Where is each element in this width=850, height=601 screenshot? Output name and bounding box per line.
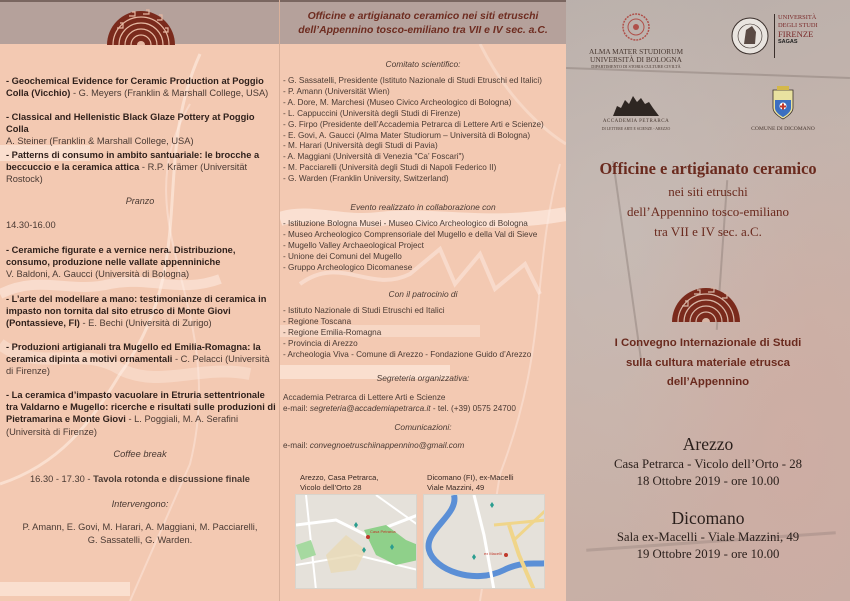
map-arezzo[interactable]	[295, 494, 417, 589]
patron: - Archeologia Viva - Comune di Arezzo - Fondazione Guido d’Arezzo	[283, 349, 532, 359]
cover-subtitle: dell’Appennino tosco-emiliano	[626, 204, 790, 219]
logo-unifi	[730, 14, 850, 62]
decor-band	[0, 582, 130, 596]
email-prefix: e-mail:	[283, 404, 310, 413]
talk-item	[6, 111, 278, 148]
header-title	[280, 10, 566, 38]
secretariat-org: Accademia Petrarca di Lettere Arti e Scienze	[283, 393, 446, 402]
talk-item	[6, 149, 278, 186]
speakers-label: Intervengono:	[111, 499, 169, 509]
venue-address: Sala ex-Macelli - Viale Mazzini, 49	[616, 530, 800, 544]
header-title-line: dell’Appennino tosco-emiliano tra VII e IV sec. a.C.	[298, 25, 548, 36]
unibo-line: UNIVERSITÀ DI BOLOGNA	[590, 55, 682, 64]
unibo-seal-icon	[621, 12, 651, 42]
lunch-label: Pranzo	[125, 196, 155, 206]
patron: - Provincia di Arezzo	[283, 338, 358, 348]
conference-line: I Convegno Internazionale di Studi	[614, 337, 802, 349]
petrarca-city-icon	[611, 92, 661, 118]
talk-item	[6, 244, 278, 281]
collaboration-list	[283, 219, 565, 274]
talk-title: - La ceramica d’impasto vacuolare in Etruria settentrionale tra Valdarno e Mugello: ricerche e risultati sulle produzioni di Pietramarina e Monte Giovi	[6, 390, 276, 425]
collaboration-heading: Evento realizzato in collaborazione con	[350, 202, 496, 212]
venue-address: Casa Petrarca - Vicolo dell’Orto - 28	[613, 457, 803, 471]
communications-heading: Comunicazioni:	[394, 422, 452, 432]
talk-authors: - R.P. Krämer (Universität Rostock)	[6, 162, 248, 185]
patron: - Istituto Nazionale di Studi Etruschi ed Italici	[283, 306, 445, 315]
meander-logo-icon	[105, 4, 177, 45]
map-label-line: Dicomano (FI), ex-Macelli	[427, 473, 514, 482]
unibo-line: DIPARTIMENTO DI STORIA CULTURE CIVILTÀ	[591, 64, 681, 69]
talk-authors: - C. Pelacci (Università di Firenze)	[6, 354, 270, 377]
sagas-label: SAGAS	[778, 39, 798, 45]
logo-unibo	[566, 12, 706, 70]
communications-info	[283, 440, 565, 451]
communications-email-link[interactable]: convegnoetruschiinappennino@gmail.com	[309, 441, 465, 450]
map-dicomano[interactable]	[423, 494, 545, 589]
patronage-list	[283, 306, 565, 361]
secretariat-heading: Segreteria organizzativa:	[376, 373, 470, 383]
committee-list	[283, 76, 565, 185]
secretariat-email-link[interactable]: segreteria@accademiapetrarca.it	[309, 404, 431, 413]
map-label-dicomano	[427, 473, 514, 493]
committee-member: - M. Pacciarelli (Università degli Studi di Napoli Federico II)	[283, 163, 497, 173]
secretariat-info	[283, 392, 565, 414]
talk-title: - Ceramiche figurate e a vernice nera. Distribuzione, consumo, produzione nelle vallate appenniniche	[6, 245, 236, 268]
unifi-line: FIRENZE	[778, 29, 814, 39]
committee-panel	[280, 0, 566, 601]
talk-authors: - G. Meyers (Franklin & Marshall College, USA)	[70, 88, 269, 99]
map-label-line: Vicolo dell’Orto 28	[300, 483, 362, 492]
conference-line: dell’Appennino	[666, 376, 750, 388]
talk-item	[6, 389, 278, 438]
divider	[774, 14, 775, 58]
unifi-text	[778, 14, 818, 47]
logo-accademia-petrarca	[566, 92, 706, 131]
talk-authors: A. Steiner (Franklin & Marshall College, USA)	[6, 136, 194, 147]
committee-member: - A. Dore, M. Marchesi (Museo Civico Archeologico di Bologna)	[283, 97, 512, 107]
talk-title: - Produzioni artigianali tra Mugello ed Emilia-Romagna: la ceramica dipinta a motivi ornamentali	[6, 342, 261, 365]
collaborator: - Gruppo Archeologico Dicomanese	[283, 262, 413, 272]
committee-member: - A. Maggiani (Università di Venezia "Ca’ Foscari")	[283, 152, 465, 162]
patron: - Regione Toscana	[283, 316, 352, 326]
dicomano-label: COMUNE DI DICOMANO	[751, 126, 815, 132]
speakers-list: P. Amann, E. Govi, M. Harari, A. Maggiani, M. Pacciarelli,	[22, 522, 258, 532]
cover-subtitle: nei siti etruschi	[668, 184, 748, 199]
unifi-seal-icon	[730, 16, 770, 56]
logo-comune-dicomano	[716, 86, 850, 132]
map-label-arezzo	[300, 473, 379, 493]
venue-city: Arezzo	[682, 434, 734, 454]
roundtable-title: Tavola rotonda e discussione finale	[93, 474, 250, 484]
cover-title: Officine e artigianato ceramico	[599, 159, 817, 178]
committee-member: - L. Cappuccini (Università degli Studi di Firenze)	[283, 108, 461, 118]
collaborator: - Mugello Valley Archaeological Project	[283, 240, 424, 250]
roundtable	[0, 473, 280, 486]
committee-member: - P. Amann (Universität Wien)	[283, 86, 390, 96]
talk-title: - Geochemical Evidence for Ceramic Production at Poggio Colla (Vicchio)	[6, 76, 264, 99]
collaborator: - Unione dei Comuni del Mugello	[283, 251, 402, 261]
talk-title: - Classical and Hellenistic Black Glaze Pottery at Poggio Colla	[6, 112, 255, 135]
committee-member: - G. Firpo (Presidente dell’Accademia Petrarca di Lettere Arti e Scienze)	[283, 119, 544, 129]
committee-member: - M. Harari (Università degli Studi di Pavia)	[283, 141, 438, 151]
dicomano-crest-icon	[771, 86, 795, 120]
patronage-heading: Con il patrocinio di	[388, 289, 458, 299]
patron: - Regione Emilia-Romagna	[283, 327, 382, 337]
talk-authors: - E. Bechi (Università di Zurigo)	[79, 318, 212, 329]
petrarca-arc-text: ACCADEMIA PETRARCA	[602, 119, 670, 124]
session-time: 14.30-16.00	[6, 220, 56, 230]
venue-city: Dicomano	[671, 508, 745, 528]
committee-heading: Comitato scientifico:	[385, 59, 461, 69]
speakers-list: G. Sassatelli, G. Warden.	[87, 535, 193, 545]
petrarca-subtitle: DI LETTERE ARTI E SCIENZE - AREZZO	[601, 127, 671, 131]
talk-title: - L’arte del modellare a mano: testimonianze di ceramica in impasto non tornita dal sito etrusco di Monte Giovi (Pontassieve, FI)	[6, 294, 267, 329]
committee-member: - G. Warden (Franklin University, Switzerland)	[283, 174, 449, 184]
map-label-line: Arezzo, Casa Petrarca,	[300, 473, 379, 482]
unifi-line: UNIVERSITÀ	[778, 14, 817, 21]
talk-authors: - L. Poggiali, M. A. Serafini (Università di Firenze)	[6, 414, 239, 437]
talk-item	[6, 341, 278, 378]
email-prefix: e-mail:	[283, 441, 310, 450]
roundtable-time: 16.30 - 17.30 -	[30, 474, 94, 484]
talk-item	[6, 75, 278, 99]
unifi-line: DEGLI STUDI	[778, 21, 818, 29]
coffee-break-label: Coffee break	[113, 449, 167, 459]
svg-text:ex Macelli: ex Macelli	[484, 551, 502, 556]
cover-panel	[566, 0, 850, 601]
talk-authors: V. Baldoni, A. Gaucci (Università di Bologna)	[6, 269, 190, 280]
cover-subtitle: tra VII e IV sec. a.C.	[654, 224, 762, 239]
venue-date: 18 Ottobre 2019 - ore 10.00	[636, 474, 780, 488]
collaborator: - Istituzione Bologna Musei - Museo Civico Archeologico di Bologna	[283, 219, 528, 228]
talk-item	[6, 293, 278, 330]
svg-text:Casa Petrarca: Casa Petrarca	[370, 529, 396, 534]
unibo-line: ALMA MATER STUDIORUM	[588, 47, 684, 56]
conference-line: sulla cultura materiale etrusca	[626, 357, 790, 369]
program-panel	[0, 0, 280, 601]
header-title-line: Officine e artigianato ceramico nei siti etruschi	[307, 11, 539, 22]
map-label-line: Viale Mazzini, 49	[427, 483, 485, 492]
committee-member: - E. Govi, A. Gaucci (Alma Mater Studiorum – Università di Bologna)	[283, 130, 531, 140]
secretariat-phone: - tel. (+39) 0575 24700	[430, 404, 516, 413]
collaborator: - Museo Archeologico Comprensoriale del Mugello e della Val di Sieve	[283, 229, 538, 239]
talk-title: - Patterns di consumo in ambito santuariale: le brocche a beccuccio e la ceramica attica	[6, 150, 260, 173]
meander-logo-icon	[670, 284, 742, 322]
venue-date: 19 Ottobre 2019 - ore 10.00	[636, 547, 780, 561]
committee-member: - G. Sassatelli, Presidente (Istituto Nazionale di Studi Etruschi ed Italici)	[283, 76, 542, 85]
